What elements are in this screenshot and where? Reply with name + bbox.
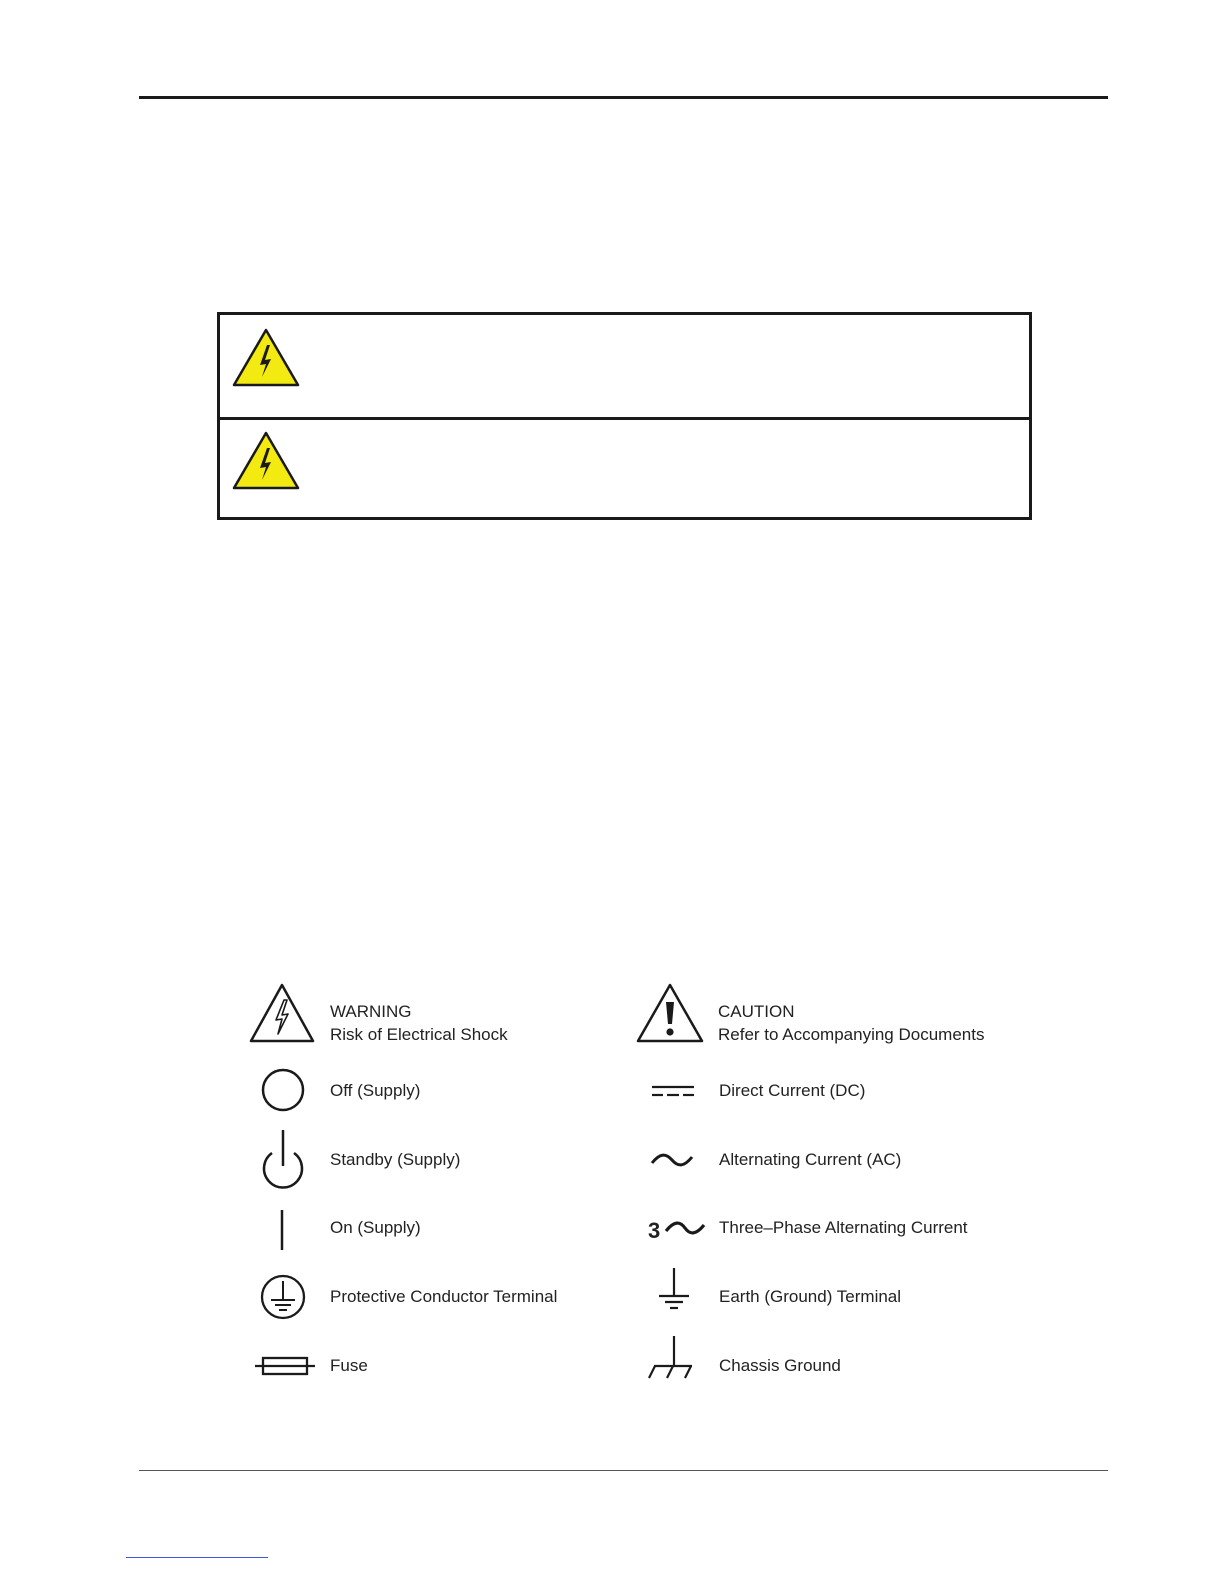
symbol-label-fuse: Fuse — [330, 1356, 368, 1375]
symbol-label-chassis-ground: Chassis Ground — [719, 1356, 841, 1375]
chassis-ground-icon — [646, 1334, 696, 1382]
symbol-label-three-phase: Three–Phase Alternating Current — [719, 1218, 968, 1237]
high-voltage-warning-icon — [231, 430, 301, 492]
warning-row — [220, 420, 1029, 517]
protective-conductor-icon — [259, 1273, 307, 1321]
alternating-current-icon — [650, 1151, 694, 1169]
symbol-label-ac: Alternating Current (AC) — [719, 1150, 902, 1169]
header-rule — [139, 96, 1108, 99]
high-voltage-warning-icon — [231, 327, 301, 389]
fuse-icon — [255, 1355, 315, 1377]
symbol-label-on: On (Supply) — [330, 1218, 421, 1237]
footer-link-underline[interactable] — [126, 1557, 268, 1558]
three-phase-prefix: 3 — [648, 1218, 661, 1243]
symbol-label-off: Off (Supply) — [330, 1081, 421, 1100]
on-supply-icon — [274, 1208, 290, 1252]
standby-supply-icon — [260, 1128, 306, 1192]
symbol-label-dc: Direct Current (DC) — [719, 1081, 866, 1100]
three-phase-ac-icon — [664, 1219, 706, 1237]
earth-ground-icon — [656, 1266, 692, 1312]
symbol-label-earth-ground: Earth (Ground) Terminal — [719, 1287, 902, 1306]
symbol-label-warning: WARNING Risk of Electrical Shock — [330, 1002, 508, 1044]
footer-rule — [139, 1470, 1108, 1471]
warning-row — [220, 315, 1029, 417]
symbol-label-caution: CAUTION Refer to Accompanying Documents — [718, 1002, 985, 1044]
caution-icon — [635, 982, 705, 1044]
symbol-label-protective-conductor: Protective Conductor Terminal — [330, 1287, 558, 1306]
electrical-shock-warning-icon — [248, 982, 316, 1044]
warning-table — [217, 312, 1032, 520]
direct-current-icon — [650, 1083, 696, 1099]
off-supply-icon — [260, 1067, 306, 1113]
symbol-label-standby: Standby (Supply) — [330, 1150, 461, 1169]
